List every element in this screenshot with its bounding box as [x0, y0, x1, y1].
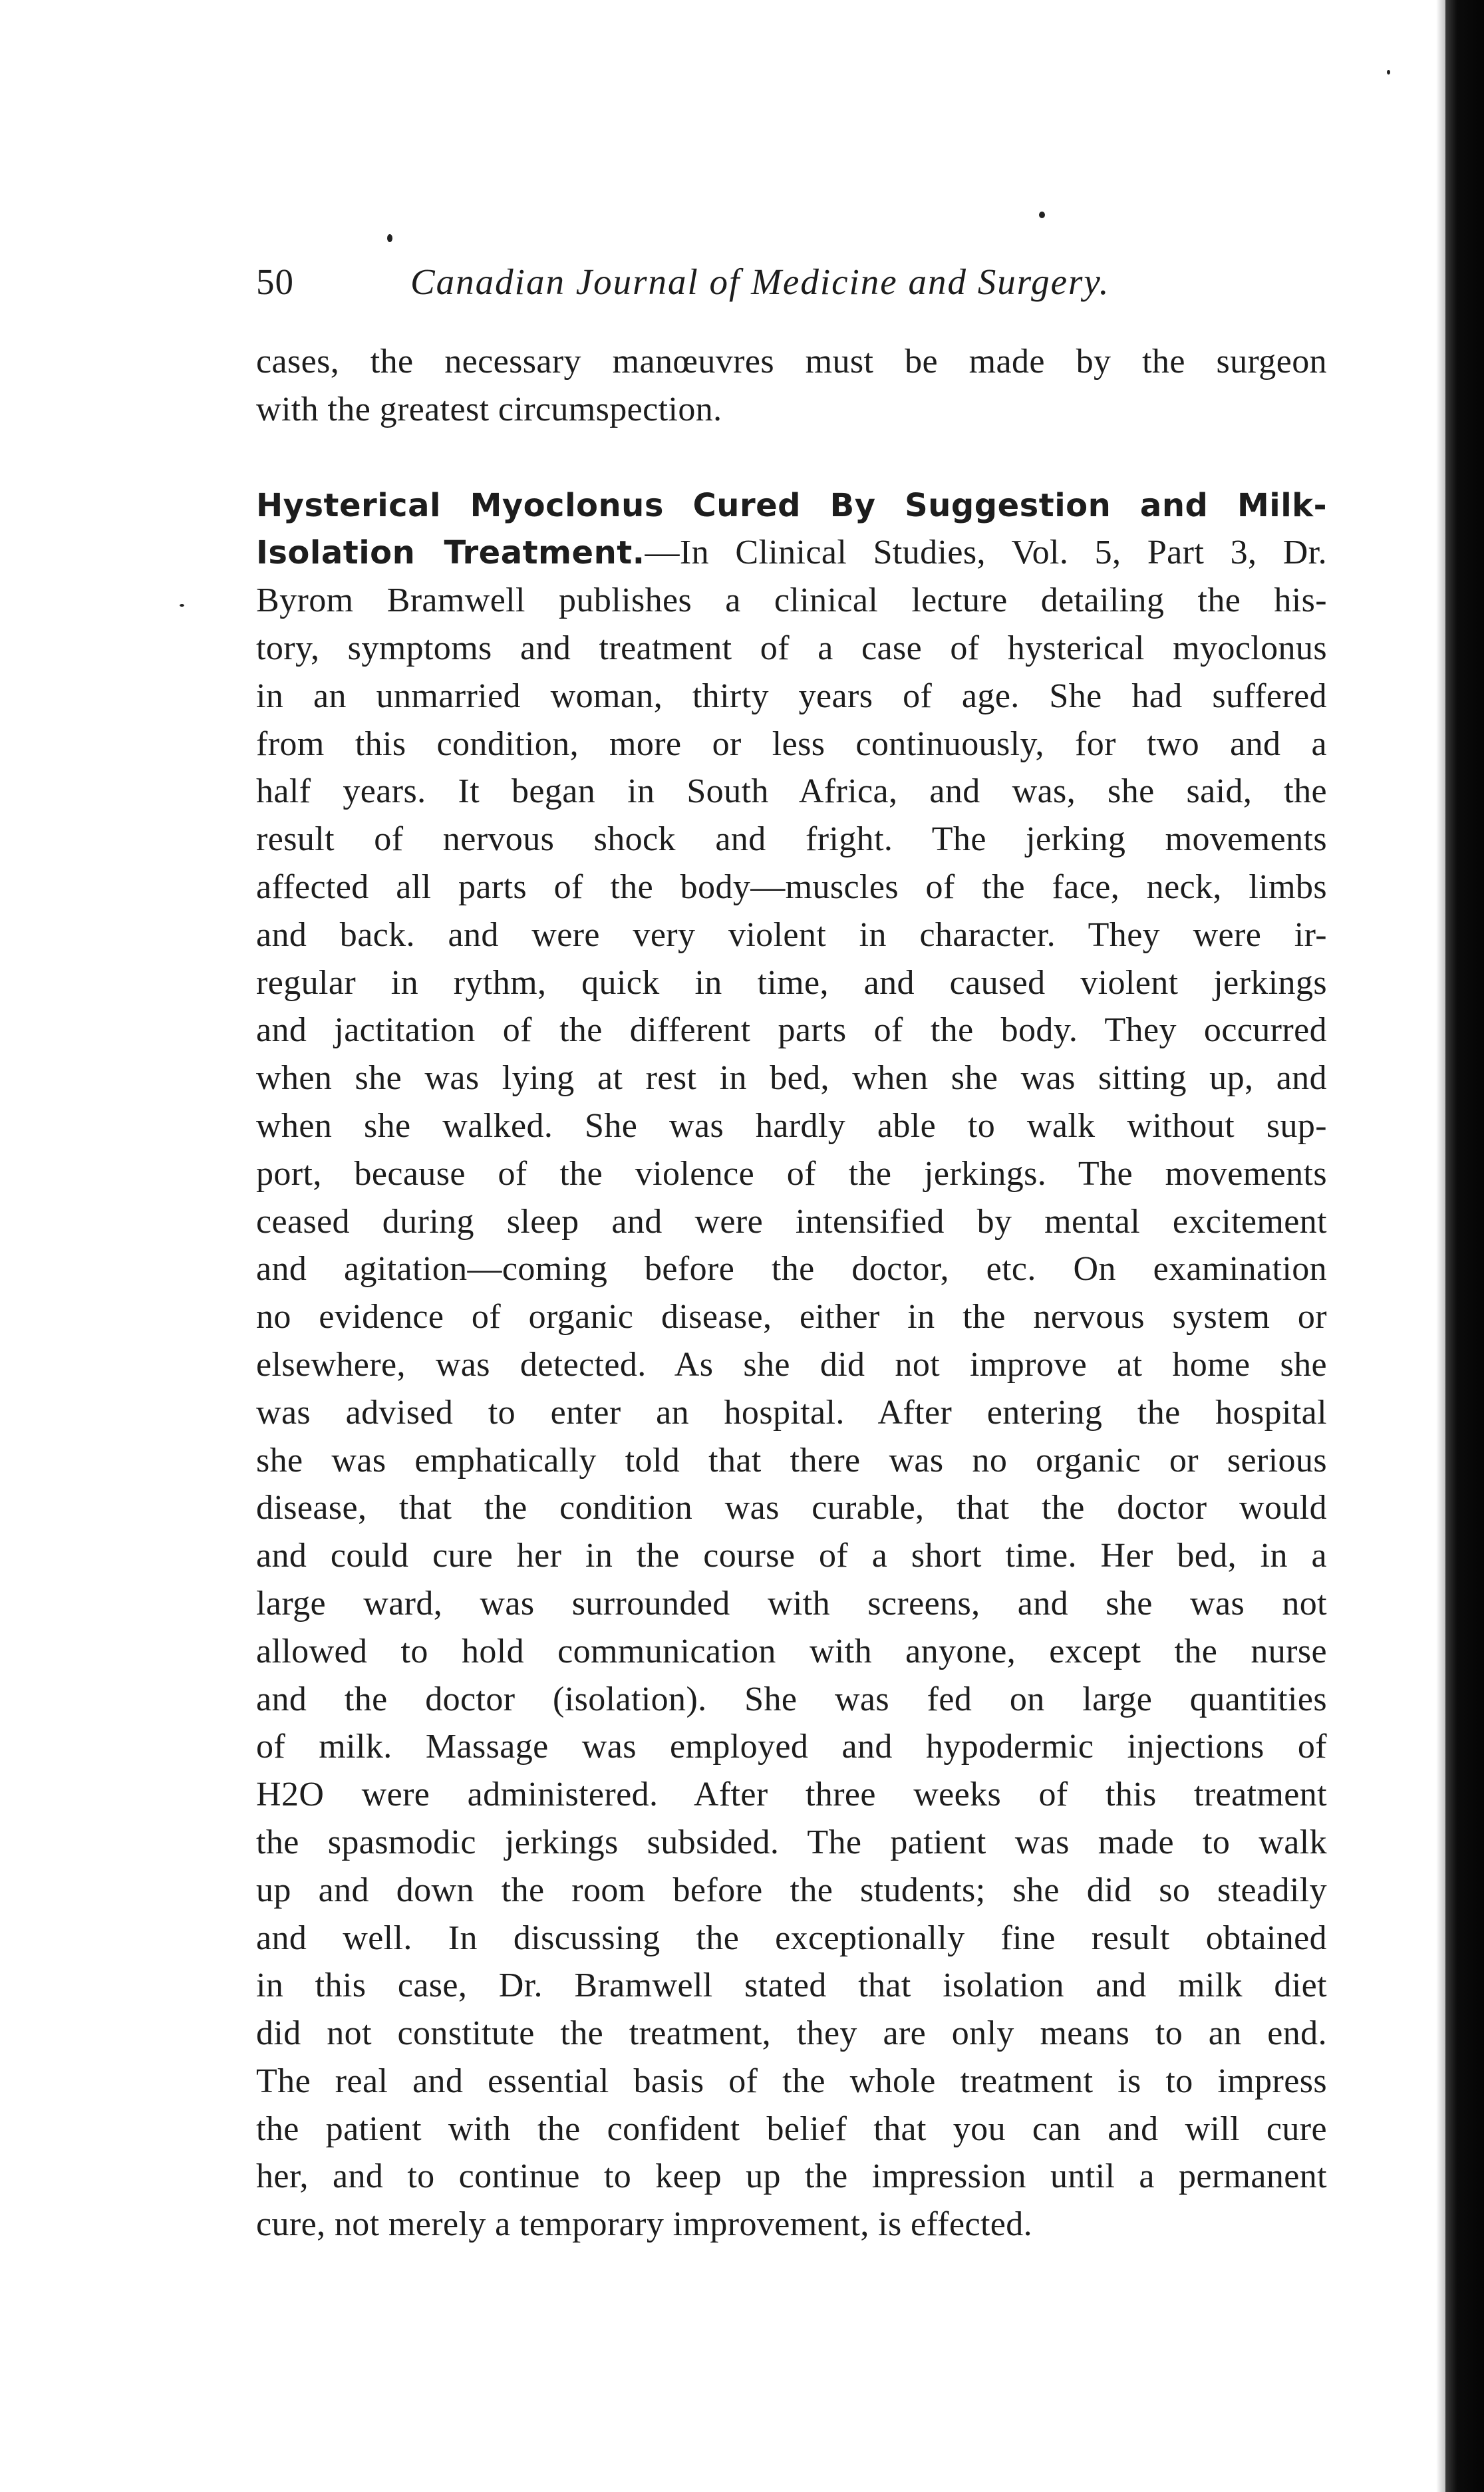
text-line: elsewhere, was detected. As she did not improve at home she [256, 1345, 1327, 1384]
scan-speck [387, 234, 392, 242]
text-line: large ward, was surrounded with screens, and she was not [256, 1584, 1327, 1623]
running-header [256, 261, 1327, 314]
text-line: the patient with the confident belief that you can and will cure [256, 2109, 1327, 2148]
binding-shadow [1436, 0, 1445, 2492]
text-line: when she walked. She was hardly able to walk without sup- [256, 1106, 1327, 1145]
scan-speck [1387, 70, 1390, 75]
text-line: did not constitute the treatment, they are only means to an end. [256, 2014, 1327, 2053]
article-heading-line [256, 482, 1327, 530]
article-heading: Hysterical Myoclonus Cured By Suggestion and Milk- [256, 486, 1327, 524]
text-line: and the doctor (isolation). She was fed on large quantities [256, 1680, 1327, 1718]
text-line: Byrom Bramwell publishes a clinical lecture detailing the his- [256, 581, 1327, 620]
text-line: of milk. Massage was employed and hypodermic injections of [256, 1728, 1327, 1766]
text-line: and back. and were very violent in character. They were ir- [256, 915, 1327, 954]
binding-edge [1445, 0, 1484, 2492]
text-line: regular in rythm, quick in time, and caused violent jerkings [256, 963, 1327, 1002]
article-text [256, 338, 1327, 2249]
article-heading: Isolation Treatment. [256, 534, 645, 572]
text-line: the spasmodic jerkings subsided. The patient was made to walk [256, 1823, 1327, 1861]
scan-speck [180, 604, 184, 607]
text-line: The real and essential basis of the whole treatment is to impress [256, 2062, 1327, 2100]
text-line: ceased during sleep and were intensified by mental excitement [256, 1202, 1327, 1241]
text-line: cases, the necessary manœuvres must be made by the surgeon [256, 343, 1327, 381]
text-line: and jactitation of the different parts of the body. They occurred [256, 1011, 1327, 1050]
page-number: 50 [256, 261, 294, 302]
text-line: cure, not merely a temporary improvement, is effected. [256, 2205, 1033, 2244]
text-line: port, because of the violence of the jerkings. The movements [256, 1154, 1327, 1193]
text-line: she was emphatically told that there was no organic or serious [256, 1441, 1327, 1480]
text-line: disease, that the condition was curable, that the doctor would [256, 1489, 1327, 1527]
text-line: half years. It began in South Africa, and was, she said, the [256, 772, 1327, 811]
text-line: and could cure her in the course of a short time. Her bed, in a [256, 1537, 1327, 1575]
text-line: and well. In discussing the exceptionally fine result obtained [256, 1919, 1327, 1957]
text-line: in an unmarried woman, thirty years of age. She had suffered [256, 677, 1327, 715]
text-line: no evidence of organic disease, either in the nervous system or [256, 1298, 1327, 1336]
text-line: affected all parts of the body—muscles of the face, neck, limbs [256, 867, 1327, 906]
text-line: result of nervous shock and fright. The jerking movements [256, 820, 1327, 859]
text-line: was advised to enter an hospital. After entering the hospital [256, 1393, 1327, 1432]
paragraph-gap [256, 434, 1327, 482]
text-line: up and down the room before the students; she did so steadily [256, 1871, 1327, 1909]
text-line: from this condition, more or less continuously, for two and a [256, 724, 1327, 763]
text-line: H2O were administered. After three weeks of this treatment [256, 1776, 1327, 1814]
journal-title: Canadian Journal of Medicine and Surgery. [410, 261, 1110, 302]
text-line: her, and to continue to keep up the impression until a permanent [256, 2157, 1327, 2196]
text-line: with the greatest circumspection. [256, 390, 722, 428]
text-line: allowed to hold communication with anyone, except the nurse [256, 1632, 1327, 1670]
text-line: Isolation Treatment.—In Clinical Studies, Vol. 5, Part 3, Dr. [256, 534, 1327, 572]
text-line: in this case, Dr. Bramwell stated that isolation and milk diet [256, 1966, 1327, 2005]
text-line: and agitation—coming before the doctor, etc. On examination [256, 1250, 1327, 1289]
text-line: tory, symptoms and treatment of a case of hysterical myoclonus [256, 629, 1327, 667]
scan-speck [1039, 212, 1045, 218]
text-line: when she was lying at rest in bed, when she was sitting up, and [256, 1059, 1327, 1098]
